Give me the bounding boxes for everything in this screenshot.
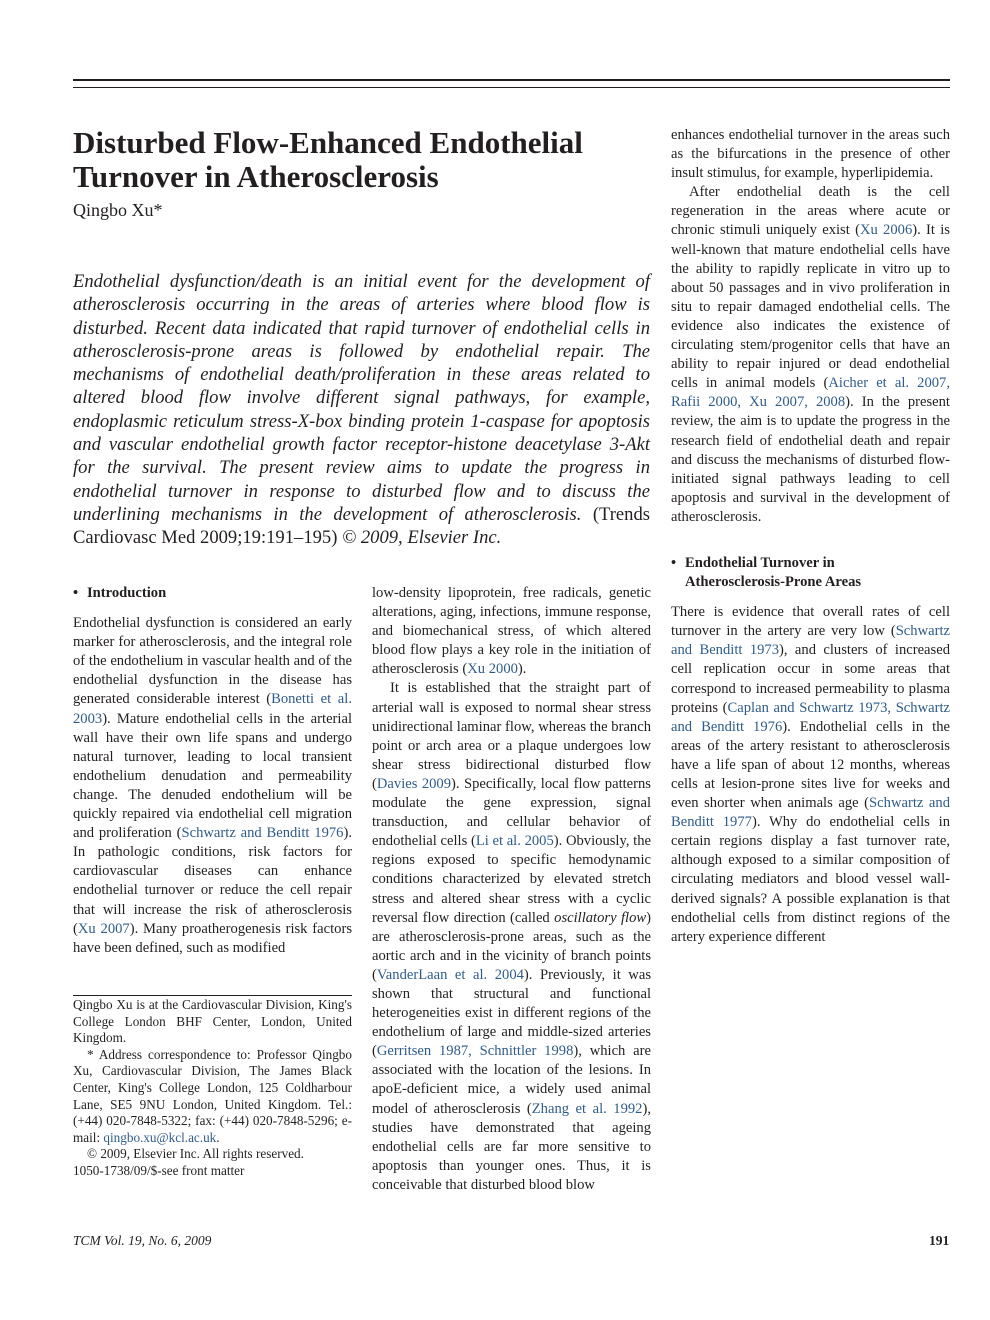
reference-link[interactable]: Xu 2007 [77,920,130,937]
text: It is established that the straight part of arterial wall is exposed to normal shear stress unidirectional laminar flow, whereas the branch point or arch area or a plaque undergoes low shear stress bidirectional disturbed flow ( [372,680,651,792]
heading-line: Endothelial Turnover in [685,554,835,571]
reference-link[interactable]: Aicher et al. 2007, Rafii 2000, Xu 2007, 2008 [671,375,951,411]
reference-link[interactable]: VanderLaan et al. 2004 [376,966,524,983]
reference-link[interactable]: Davies 2009 [376,775,452,792]
footnote-copyright: © 2009, Elsevier Inc. All rights reserved. [87,1146,304,1162]
reference-link[interactable]: Schwartz and Benditt 1977 [671,795,950,831]
text: There is evidence that overall rates of cell turnover in the artery are very low ( [671,604,950,640]
abstract-text: Endothelial dysfunction/death is an initial event for the development of atherosclerosis occurring in the areas of arteries where blood flow is disturbed. Recent data indicated that rapid turnover of endothelial cells in atherosclerosis-prone areas is followed by endothelial repair. The mechanisms of endothelial death/proliferation in these areas related to altered blood flow involve different signal pathways, for example, endoplasmic reticulum stress-X-box binding protein 1-caspase for apoptosis and vascular endothelial growth factor receptor-histone deacetylase 3-Akt for the survival. The present review aims to update the progress in endothelial turnover in response to disturbed flow and to discuss the underlining mechanisms in the development of atherosclerosis. [73,271,650,525]
text: ) are atherosclerosis-prone areas, such as the aortic arch and in the vicinity of branch points ( [372,909,651,983]
reference-link[interactable]: Schwartz and Benditt 1973 [671,623,950,659]
paragraph [671,126,950,183]
paragraph: low-density lipoprotein, free radicals, genetic alterations, aging, infections, immune response, and biomechanical stress, of which altered blood flow plays a key role in the initiation of atherosclerosis (Xu 2000). [372,585,651,678]
heading-line: Atherosclerosis-Prone Areas [685,574,862,591]
reference-link[interactable]: Xu 2000 [467,661,518,678]
column-3 [671,126,950,947]
top-rule-thick [73,79,950,81]
reference-link[interactable]: Li et al. 2005 [475,833,554,850]
bullet-icon: • [73,585,79,601]
page-number: 191 [929,1233,950,1248]
reference-link[interactable]: Bonetti et al. 2003 [73,691,352,727]
journal-info: TCM Vol. 19, No. 6, 2009 [73,1233,212,1248]
abstract [73,270,650,550]
paragraph [671,603,950,947]
text: ). Why do endothelial cells in certain regions display a fast turnover rate, although exposed to a similar composition of circulating mediators and blood vessel wall-derived signals? A possible explanation is that endothelial cells from distinct regions of the artery experience different [671,814,950,945]
author-name: Qingbo Xu* [73,200,163,220]
abstract-citation: (Trends Cardiovasc Med 2009;19:191–195) [73,503,650,549]
paragraph [372,679,651,1195]
text: ). It is well-known that mature endothelial cells have the ability to rapidly replicate in vitro up to about 50 passages and in vivo proliferation in situ to repair damaged endothelial cells. The evidence also indicates the existence of circulating stem/progenitor cells that have an ability to repair injured or dead endothelial cells in animal models ( [671,222,950,392]
abstract-copyright: © 2009, Elsevier Inc. [342,527,502,549]
section-heading-endothelial-turnover [671,554,950,592]
reference-link[interactable]: Schwartz and Benditt 1976 [181,825,344,842]
text: ). Previously, it was shown that structural and functional heterogeneities exist in different regions of the endothelium of large and middle-sized arteries ( [372,966,652,1060]
footnote-separator [73,995,352,996]
reference-link[interactable]: Xu 2006 [859,222,913,239]
text: ), which are associated with the location of the lesions. In apoE-deficient mice, a widely used animal model of atherosclerosis ( [372,1043,651,1117]
reference-link[interactable]: Gerritsen 1987, Schnittler 1998 [376,1043,574,1060]
top-rule-thin [73,87,950,88]
footnote-address: * Address correspondence to: Professor Qingbo Xu, Cardiovascular Division, The James Black Center, King's College London, 125 Coldharbour Lane, SE5 9NU London, United Kingdom. Tel.: (+44) 020-7848-5322; fax: (+44) 020-7848-5296; e-mail: qingbo.xu@kcl.ac.uk. [73,1046,352,1145]
text: ). In the present review, the aim is to update the progress in the research field of endothelial death and repair and discuss the mechanisms of disturbed flow-initiated signal pathways leading to cell apoptosis and survival in the development of atherosclerosis. [671,394,950,525]
reference-link[interactable]: Caplan and Schwartz 1973, Schwartz and Benditt 1976 [671,699,950,735]
reference-link[interactable]: Zhang et al. 1992 [531,1100,643,1117]
paragraph: Endothelial dysfunction is considered an early marker for atherosclerosis, and the integral role of the endothelium in vascular health and of the endothelial dysfunction in the disease has generated considerable interest (Bonetti et al. 2003). Mature endothelial cells in the arterial wall have their own life spans and undergo natural turnover, leading to local transient endothelium denudation and permeability change. The denuded endothelium will be quickly repaired via endothelial cell migration and proliferation (Schwartz and Benditt 1976). In pathologic conditions, risk factors for cardiovascular diseases can enhance endothelial turnover or reduce the cell repair that will increase the risk of atherosclerosis (Xu 2007). Many proatherogenesis risk factors have been defined, such as modified [73,615,352,956]
section-heading-introduction: • Introduction [73,584,352,603]
text: ), and clusters of increased cell replication occur in some areas that correspond to increased permeability to plasma proteins ( [671,642,950,716]
footnote-affiliation: Qingbo Xu is at the Cardiovascular Division, King's College London BHF Center, London, United Kingdom. [73,997,352,1046]
text: After endothelial death is the cell regeneration in the areas where acute or chronic stimuli uniquely exist ( [671,184,950,239]
email-link[interactable]: qingbo.xu@kcl.ac.uk [103,1129,217,1145]
text: ), studies have demonstrated that ageing endothelial cells are far more sensitive to apoptosis than younger ones. Thus, it is conceivable that disturbed blood blow [372,1100,651,1193]
text: ). Specifically, local flow patterns modulate the gene expression, signal transduction, and cellular behavior of endothelial cells ( [372,775,651,850]
text: ). Endothelial cells in the areas of the artery resistant to atherosclerosis have a life span of about 12 months, whereas cells at lesion-prone sites live for weeks and even shorter when animals age ( [671,718,950,812]
column-2 [372,584,651,1195]
column-1 [73,584,352,958]
text: enhances endothelial turnover in the areas such as the bifurcations in the presence of other insult stimulus, for example, hyperlipidemia. [671,127,950,182]
article-title: Disturbed Flow-Enhanced Endothelial Turnover in Atherosclerosis [73,125,583,194]
text: ). Obviously, the regions exposed to specific hemodynamic conditions characterized by elevated stretch stress and altered shear stress with a cyclic reversal flow direction (called [372,833,651,926]
bullet-icon: • [671,554,677,571]
emphasis: oscillatory flow [554,909,647,926]
paragraph [671,183,950,527]
footnote-issn: 1050-1738/09/$-see front matter [73,1162,245,1178]
footnote [73,997,352,1180]
